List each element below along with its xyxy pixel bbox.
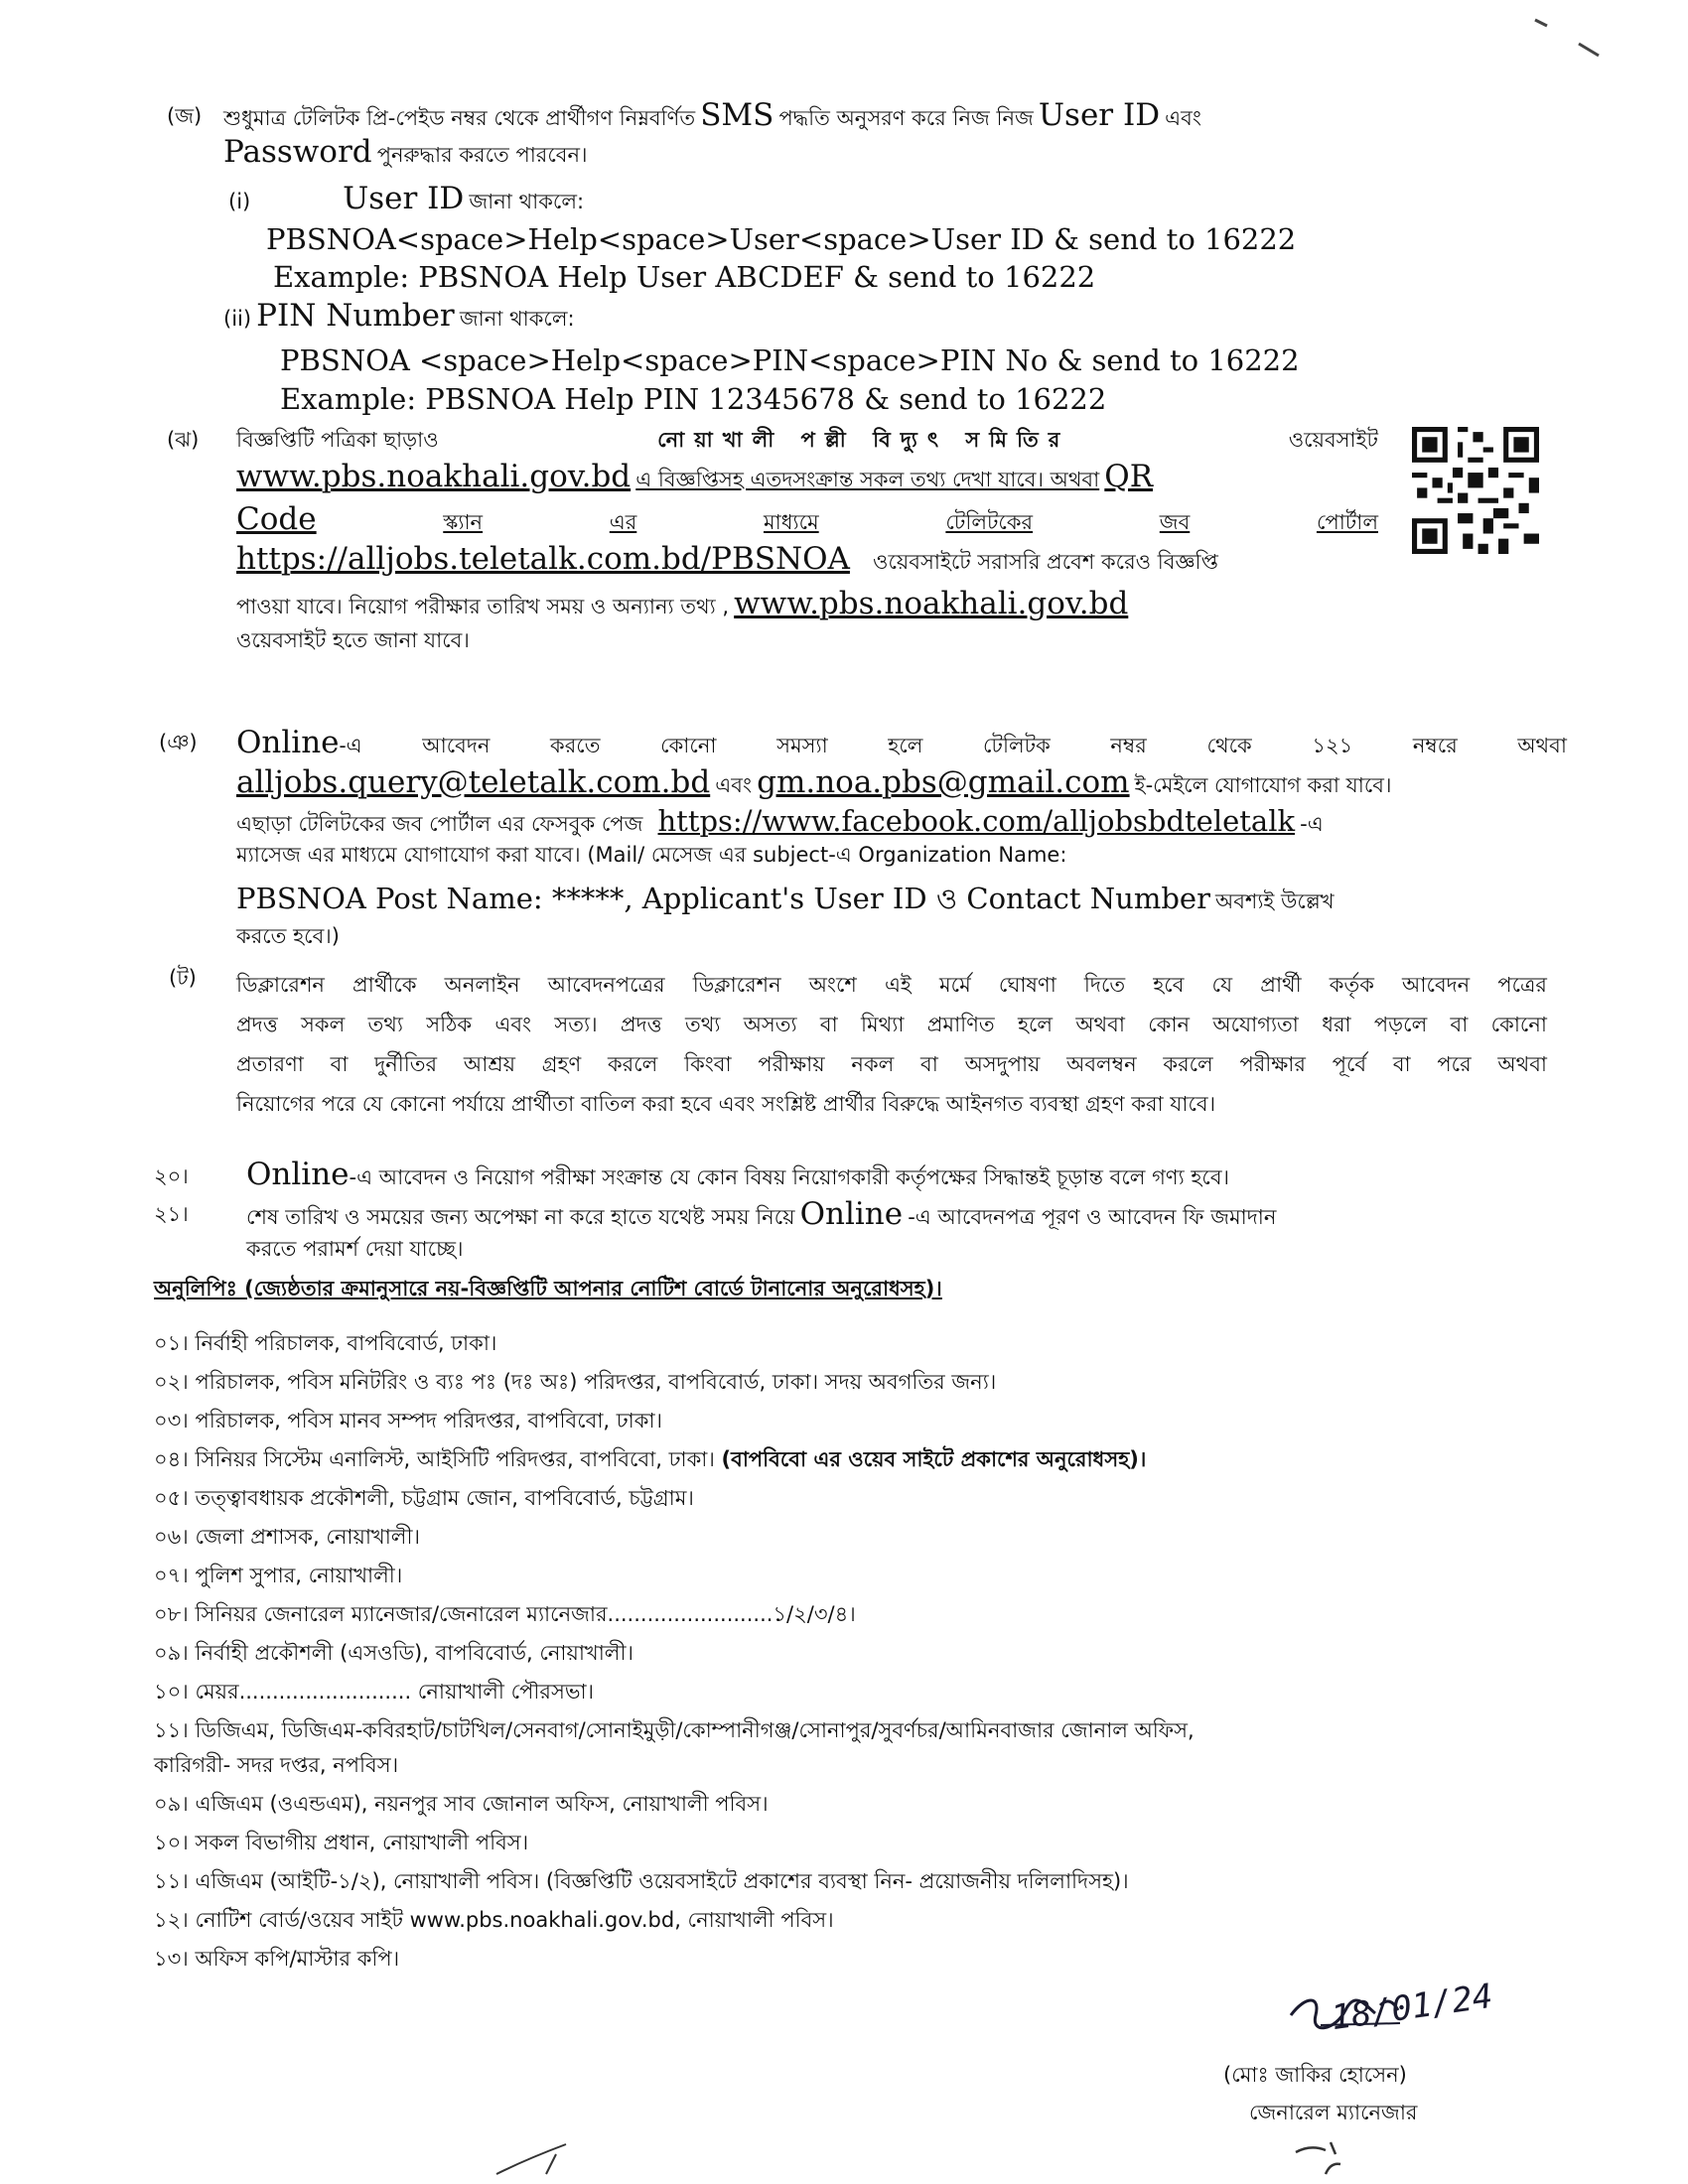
scan-mark <box>1529 10 1609 65</box>
initial-mark <box>1286 2134 1355 2179</box>
website-link[interactable]: www.pbs.noakhali.gov.bd <box>236 459 632 494</box>
item-nya-line2: alljobs.query@teletalk.com.bd এবং gm.noa.pbs@gmail.com ই-মেইলে যোগাযোগ করা যাবে। <box>236 764 1392 800</box>
query-email-link[interactable]: alljobs.query@teletalk.com.bd <box>236 764 711 800</box>
cc-item: ০২। পরিচালক, পবিস মনিটরিং ও ব্যঃ পঃ (দঃ অঃ) পরিদপ্তর, বাপবিবোর্ড, ঢাকা। সদয় অবগতির জন্য। <box>154 1370 997 1394</box>
sub-i-example: Example: PBSNOA Help User ABCDEF & send to 16222 <box>273 260 1096 294</box>
cc-item: ০৩। পরিচালক, পবিস মানব সম্পদ পরিদপ্তর, বাপবিবো, ঢাকা। <box>154 1409 663 1433</box>
item-jh-line5: পাওয়া যাবে। নিয়োগ পরীক্ষার তারিখ সময় ও অন্যান্য তথ্য , www.pbs.noakhali.gov.bd <box>236 586 1129 621</box>
cc-item: কারিগরী- সদর দপ্তর, নপবিস। <box>154 1753 399 1777</box>
cc-item: ০৪। সিনিয়র সিস্টেম এনালিস্ট, আইসিটি পরিদপ্তর, বাপবিবো, ঢাকা। (বাপবিবো এর ওয়েব সাইটে প্রকাশের অনুরোধসহ)। <box>154 1447 1147 1471</box>
cc-item: ০৯। এজিএম (ওএন্ডএম), নয়নপুর সাব জোনাল অফিস, নোয়াখালী পবিস। <box>154 1792 769 1816</box>
item-nya-line6: করতে হবে।) <box>236 924 340 948</box>
item-21-marker: ২১। <box>154 1202 189 1226</box>
cc-item: ০৫। তত্ত্বাবধায়ক প্রকৌশলী, চট্টগ্রাম জোন, বাপবিবোর্ড, চট্টগ্রাম। <box>154 1486 694 1510</box>
item-ta-marker: (ট) <box>169 966 197 990</box>
cc-item: ১২। নোটিশ বোর্ড/ওয়েব সাইট www.pbs.noakhali.gov.bd, নোয়াখালী পবিস। <box>154 1908 834 1932</box>
cc-heading: অনুলিপিঃ (জ্যেষ্ঠতার ক্রমানুসারে নয়-বিজ্ঞপ্তিটি আপনার নোটিশ বোর্ডে টানানোর অনুরোধসহ)। <box>154 1277 942 1300</box>
item-ta-body: ডিক্লারেশন প্রার্থীকে অনলাইন আবেদনপত্রের ডিক্লারেশন অংশে এই মর্মে ঘোষণা দিতে হবে যে প্রার্থী কর্তৃক আবেদন পত্রের প্রদত্ত সকল তথ্য সঠিক এবং সত্য। প্রদত্ত তথ্য অসত্য বা মিথ্যা প্রমাণিত হলে অথবা কোন অযোগ্যতা ধরা পড়লে বা কোনো প্রতারণা বা দুর্নীতির আশ্রয় গ্রহণ করলে কিংবা পরীক্ষায় নকল বা অসদুপায় অবলম্বন করলে পরীক্ষার পূর্বে বা পরে অথবা নিয়োগের পরে যে কোনো পর্যায়ে প্রার্থীতা বাতিল করা হবে এবং সংশ্লিষ্ট প্রার্থীর বিরুদ্ধে আইনগত ব্যবস্থা গ্রহণ করা যাবে। <box>236 973 1547 1116</box>
scan-mark <box>487 2134 596 2179</box>
item-nya-line4 <box>236 842 1567 869</box>
cc-item: ০৯। নির্বাহী প্রকৌশলী (এসওডি), বাপবিবোর্ড, নোয়াখালী। <box>154 1641 633 1665</box>
item-jh-line6: ওয়েবসাইট হতে জানা যাবে। <box>236 628 470 652</box>
signatory-name: (মোঃ জাকির হোসেন) <box>1223 2063 1407 2087</box>
item-jh-line3: Code স্ক্যান এর মাধ্যমে টেলিটকের জব পোর্টাল <box>236 501 1378 537</box>
item-nya-line4-text: ম্যাসেজ এর মাধ্যমে যোগাযোগ করা যাবে। (Mail/ মেসেজ এর subject-এ Organization Name: <box>236 843 1067 867</box>
qr-code-icon[interactable] <box>1412 427 1539 554</box>
website-link-2[interactable]: www.pbs.noakhali.gov.bd <box>734 586 1129 621</box>
sub-ii-example: Example: PBSNOA Help PIN 12345678 & send to 16222 <box>280 382 1107 416</box>
item-jh-line2: www.pbs.noakhali.gov.bd এ বিজ্ঞপ্তিসহ এতদসংক্রান্ত সকল তথ্য দেখা যাবে। অথবা QR <box>236 459 1154 494</box>
item-20-marker: ২০। <box>154 1164 189 1188</box>
cc-list <box>154 1330 1574 1984</box>
sub-ii-heading: (ii) PIN Number জানা থাকলে: <box>223 298 575 334</box>
item-21-line2: করতে পরামর্শ দেয়া যাচ্ছে। <box>246 1237 464 1261</box>
cc-item: ০৬। জেলা প্রশাসক, নোয়াখালী। <box>154 1525 420 1549</box>
item-nya-line5: PBSNOA Post Name: *****, Applicant's User ID ও Contact Number অবশ্যই উল্লেখ <box>236 882 1335 915</box>
cc-item: ১০। মেয়র.......................... নোয়াখালী পৌরসভা। <box>154 1680 595 1704</box>
cc-item: ১১। ডিজিএম, ডিজিএম-কবিরহাট/চাটখিল/সেনবাগ/সোনাইমুড়ী/কোম্পানীগঞ্জ/সোনাপুর/সুবর্ণচর/আমিনবাজার জোনাল অফিস, <box>154 1718 1195 1742</box>
facebook-page-link[interactable]: https://www.facebook.com/alljobsbdteletalk <box>657 804 1296 838</box>
signature-date: 18/01/24 <box>1329 1976 1495 2039</box>
cc-item: ০৮। সিনিয়র জেনারেল ম্যানেজার/জেনারেল ম্যানেজার.........................১/২/৩/৪। <box>154 1602 856 1626</box>
item-21-line1: শেষ তারিখ ও সময়ের জন্য অপেক্ষা না করে হাতে যথেষ্ট সময় নিয়ে Online -এ আবেদনপত্র পূরণ ও আবেদন ফি জমাদান <box>246 1196 1277 1232</box>
item-nya-line3: এছাড়া টেলিটকের জব পোর্টাল এর ফেসবুক পেজ https://www.facebook.com/alljobsbdteletalk -এ <box>236 804 1324 838</box>
item-jh-line1: বিজ্ঞপ্তিটি পত্রিকা ছাড়াও নোয়াখালী পল্লী বিদ্যুৎ সমিতির ওয়েবসাইট <box>236 428 1378 452</box>
pbs-email-link[interactable]: gm.noa.pbs@gmail.com <box>757 764 1130 800</box>
item-nya-marker: (ঞ) <box>159 731 198 754</box>
cc-item: ১০। সকল বিভাগীয় প্রধান, নোয়াখালী পবিস। <box>154 1831 529 1854</box>
item-jh-line4: https://alljobs.teletalk.com.bd/PBSNOA ওয়েবসাইটে সরাসরি প্রবেশ করেও বিজ্ঞপ্তি <box>236 541 1218 577</box>
item-jh-marker: (ঝ) <box>167 428 200 452</box>
signatory-designation: জেনারেল ম্যানেজার <box>1249 2101 1418 2124</box>
cc-item: ০৭। পুলিশ সুপার, নোয়াখালী। <box>154 1564 403 1587</box>
cc-item-04-bold: (বাপবিবো এর ওয়েব সাইটে প্রকাশের অনুরোধসহ)। <box>721 1447 1147 1471</box>
sub-i-command: PBSNOA<space>Help<space>User<space>User ID & send to 16222 <box>266 222 1297 256</box>
teletalk-portal-link[interactable]: https://alljobs.teletalk.com.bd/PBSNOA <box>236 541 850 577</box>
cc-item: ০১। নির্বাহী পরিচালক, বাপবিবোর্ড, ঢাকা। <box>154 1331 497 1355</box>
item-j-marker: (জ) <box>167 104 203 128</box>
sub-ii-command: PBSNOA <space>Help<space>PIN<space>PIN No & send to 16222 <box>280 343 1300 377</box>
cc-item: ১৩। অফিস কপি/মাস্টার কপি। <box>154 1947 400 1971</box>
item-20-text: Online-এ আবেদন ও নিয়োগ পরীক্ষা সংক্রান্ত যে কোন বিষয় নিয়োগকারী কর্তৃপক্ষের সিদ্ধান্তই চূড়ান্ত বলে গণ্য হবে। <box>246 1157 1230 1192</box>
sub-i-heading: (i) User ID জানা থাকলে: <box>228 181 585 216</box>
item-nya-line1: Online-এ আবেদন করতে কোনো সমস্যা হলে টেলিটক নম্বর থেকে ১২১ নম্বরে অথবা <box>236 725 1567 760</box>
cc-item: ১১। এজিএম (আইটি-১/২), নোয়াখালী পবিস। (বিজ্ঞপ্তিটি ওয়েবসাইটে প্রকাশের ব্যবস্থা নিন- প্রয়োজনীয় দলিলাদিসহ)। <box>154 1869 1129 1893</box>
item-j-line1: শুধুমাত্র টেলিটক প্রি-পেইড নম্বর থেকে প্রার্থীগণ নিম্নবর্ণিত SMS পদ্ধতি অনুসরণ করে নিজ নিজ User ID এবং <box>223 97 1201 133</box>
item-j-line2: Password পুনরুদ্ধার করতে পারবেন। <box>223 134 588 170</box>
